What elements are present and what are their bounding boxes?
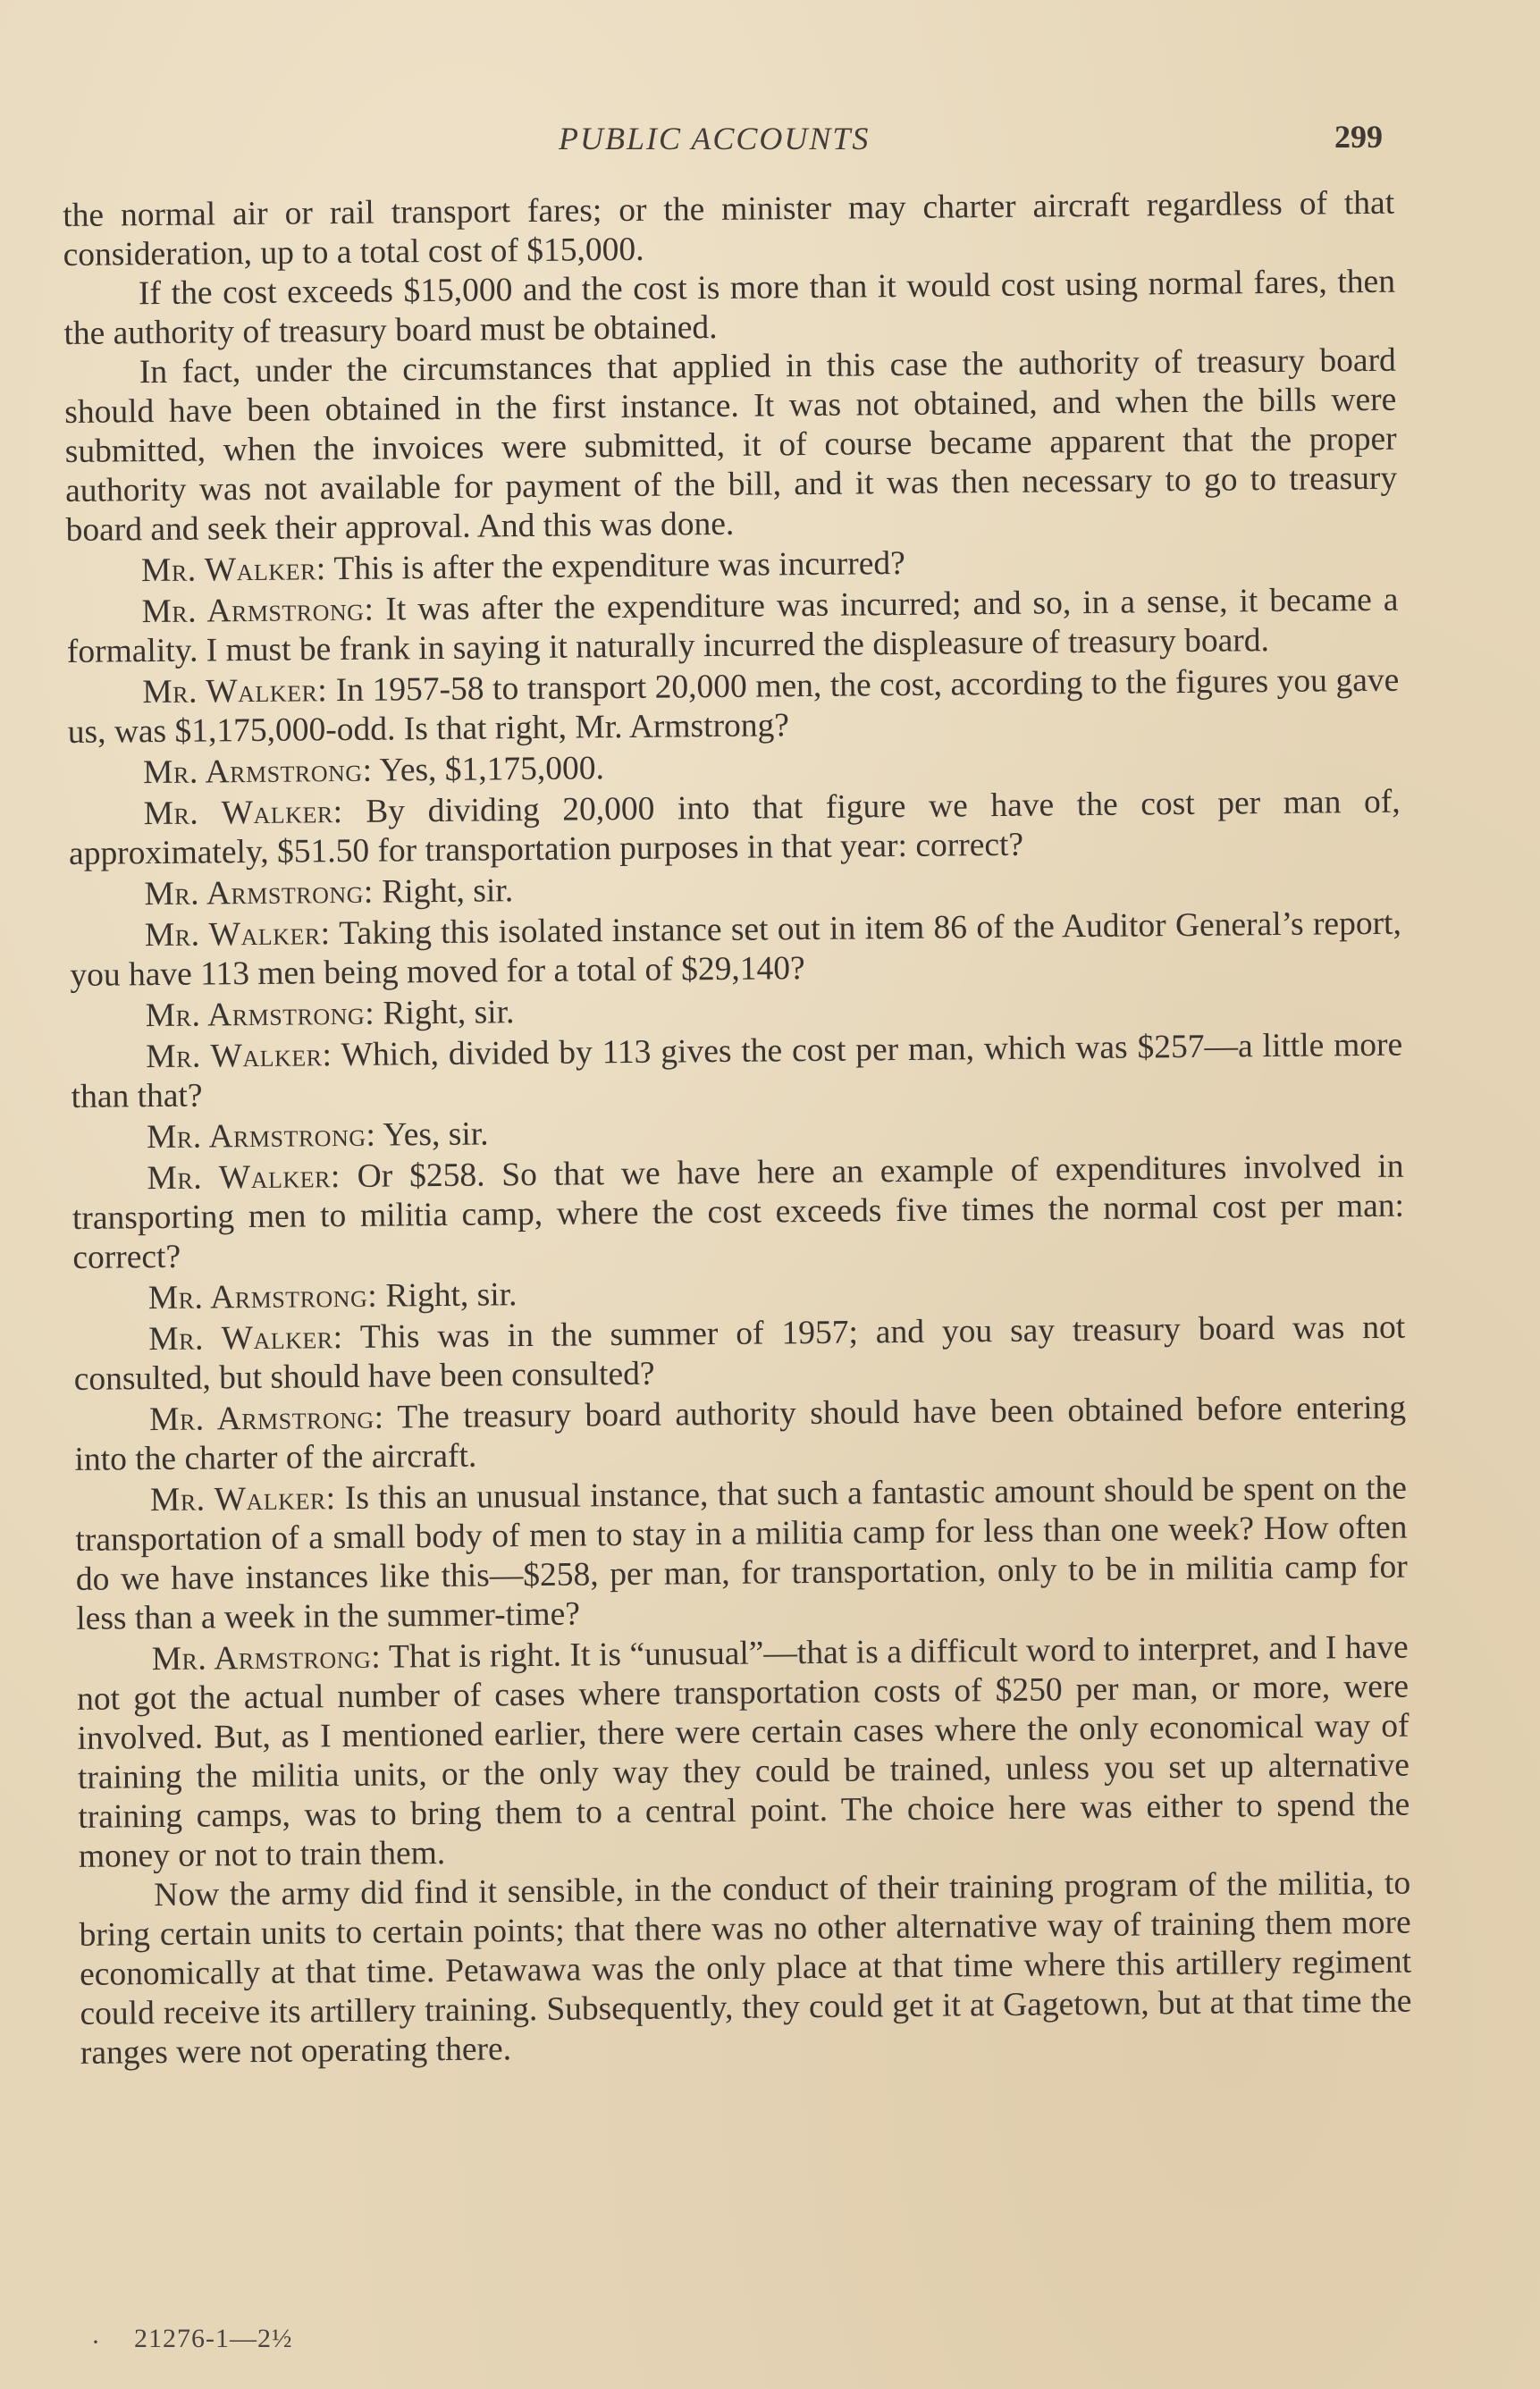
paragraph-text: That is right. It is “unusual”—that is a difficult word to interpret, and I have not got the actual number of cases where transportation costs of $250 per man, or more, were involved. But, as I mentioned earlier, there were certain cases where the only economical way of training the militia units, or the only way they could be trained, unless you set up alternative training camps, was to bring them to a central point. The choice here was either to spend the money or not to train them. xyxy=(76,1628,1410,1875)
dialogue-paragraph xyxy=(73,1308,1406,1400)
speaker-name: Mr. Armstrong: xyxy=(151,1638,382,1678)
paragraph-text: If the cost exceeds $15,000 and the cost is more than it would cost using normal fares, then the authority of treasury board must be obtained. xyxy=(63,263,1396,352)
dialogue-paragraph xyxy=(71,1026,1403,1117)
speaker-name: Mr. Walker: xyxy=(142,672,328,711)
margin-dot: · xyxy=(91,2327,101,2357)
paragraph-text: This was in the summer of 1957; and you say treasury board was not consulted, but should have been consulted? xyxy=(73,1308,1406,1398)
dialogue-paragraph xyxy=(67,661,1400,753)
paragraph-text: Right, sir. xyxy=(385,1276,518,1315)
dialogue-paragraph xyxy=(77,1628,1410,1877)
speaker-name: Mr. Walker: xyxy=(149,1480,336,1519)
paragraph-text: the normal air or rail transport fares; or the minister may charter aircraft regardless of that consideration, up to a total cost of $15,000. xyxy=(63,184,1395,273)
dialogue-paragraph xyxy=(74,1389,1407,1480)
speaker-name: Mr. Walker: xyxy=(140,551,326,590)
speaker-name: Mr. Walker: xyxy=(147,1158,341,1198)
speaker-name: Mr. Armstrong: xyxy=(141,591,374,631)
speaker-name: Mr. Walker: xyxy=(144,915,331,955)
paragraph-text: Which, divided by 113 gives the cost per man, which was $257—a little more than that? xyxy=(71,1026,1403,1115)
paragraph-text: It was after the expenditure was incurred; and so, in a sense, it became a formality. I must be frank in saying it naturally incurred the displeasure of treasury board. xyxy=(66,581,1399,670)
dialogue-paragraph xyxy=(70,904,1402,996)
page-number: 299 xyxy=(1334,119,1383,155)
paragraph-text: Or $258. So that we have here an example of expenditures involved in transporting men to militia camp, where the cost exceeds five times the normal cost per man: correct? xyxy=(72,1148,1405,1276)
dialogue-paragraph xyxy=(75,1469,1409,1639)
running-head: PUBLIC ACCOUNTS xyxy=(559,121,871,156)
signature-mark: 21276-1—2½ xyxy=(134,2324,293,2353)
body-text xyxy=(63,184,1412,2074)
paragraph-text: Taking this isolated instance set out in item 86 of the Auditor General’s report, you have 113 men being moved for a total of $29,140? xyxy=(70,904,1402,994)
paragraph-text: Yes, sir. xyxy=(383,1115,489,1154)
page-header xyxy=(0,120,1540,164)
speaker-name: Mr. Walker: xyxy=(148,1319,343,1359)
paragraph-text: Right, sir. xyxy=(383,994,515,1032)
speaker-name: Mr. Armstrong: xyxy=(142,752,373,792)
paragraph-text: In fact, under the circumstances that applied in this case the authority of treasury board should have been obtained in the first instance. It was not obtained, and when the bills were submitted, when the invoices were submitted, it of course became apparent that the proper authority was not available for payment of the bill, and it was then necessary to go to treasury board and seek their approval. And this was done. xyxy=(64,341,1398,549)
speaker-name: Mr. Armstrong: xyxy=(147,1277,378,1317)
speaker-name: Mr. Armstrong: xyxy=(148,1399,384,1439)
dialogue-paragraph xyxy=(72,1148,1404,1278)
paragraph-text: The treasury board authority should have been obtained before entering into the charter of the aircraft. xyxy=(74,1389,1407,1478)
dialogue-paragraph xyxy=(66,581,1399,672)
speaker-name: Mr. Armstrong: xyxy=(144,873,374,913)
paragraph-text: Yes, $1,175,000. xyxy=(379,750,605,789)
speaker-name: Mr. Walker: xyxy=(146,1037,332,1076)
printer-signature xyxy=(91,2324,293,2357)
paragraph xyxy=(63,263,1396,354)
paragraph-text: By dividing 20,000 into that figure we have the cost per man of, approximately, $51.50 for transportation purposes in that year: correct? xyxy=(68,783,1401,872)
paragraph xyxy=(79,1864,1412,2074)
paragraph-text: This is after the expenditure was incurred? xyxy=(333,544,905,588)
paragraph-text: Now the army did find it sensible, in the conduct of their training program of the militia, to bring certain units to certain points; that there was no other alternative way of training them more economically at that time. Petawawa was the only place at that time where this artillery regiment could receive its artillery training. Subsequently, they could get it at Gagetown, but at that time the ranges were not operating there. xyxy=(79,1864,1412,2072)
paragraph-text: In 1957-58 to transport 20,000 men, the cost, according to the figures you gave us, was $1,175,000-odd. Is that right, Mr. Armstrong? xyxy=(67,661,1400,751)
paragraph-text: Is this an unusual instance, that such a fantastic amount should be spent on the transportation of a small body of men to stay in a militia camp for less than one week? How often do we have instances like this—$258, per man, for transportation, only to be in militia camp for less than a week in the summer-time? xyxy=(75,1469,1408,1637)
speaker-name: Mr. Armstrong: xyxy=(146,1116,376,1157)
speaker-name: Mr. Armstrong: xyxy=(145,995,375,1035)
speaker-name: Mr. Walker: xyxy=(143,794,343,833)
paragraph xyxy=(63,184,1395,275)
dialogue-paragraph xyxy=(68,783,1401,874)
paragraph-text: Right, sir. xyxy=(382,872,514,911)
paragraph xyxy=(64,341,1398,551)
